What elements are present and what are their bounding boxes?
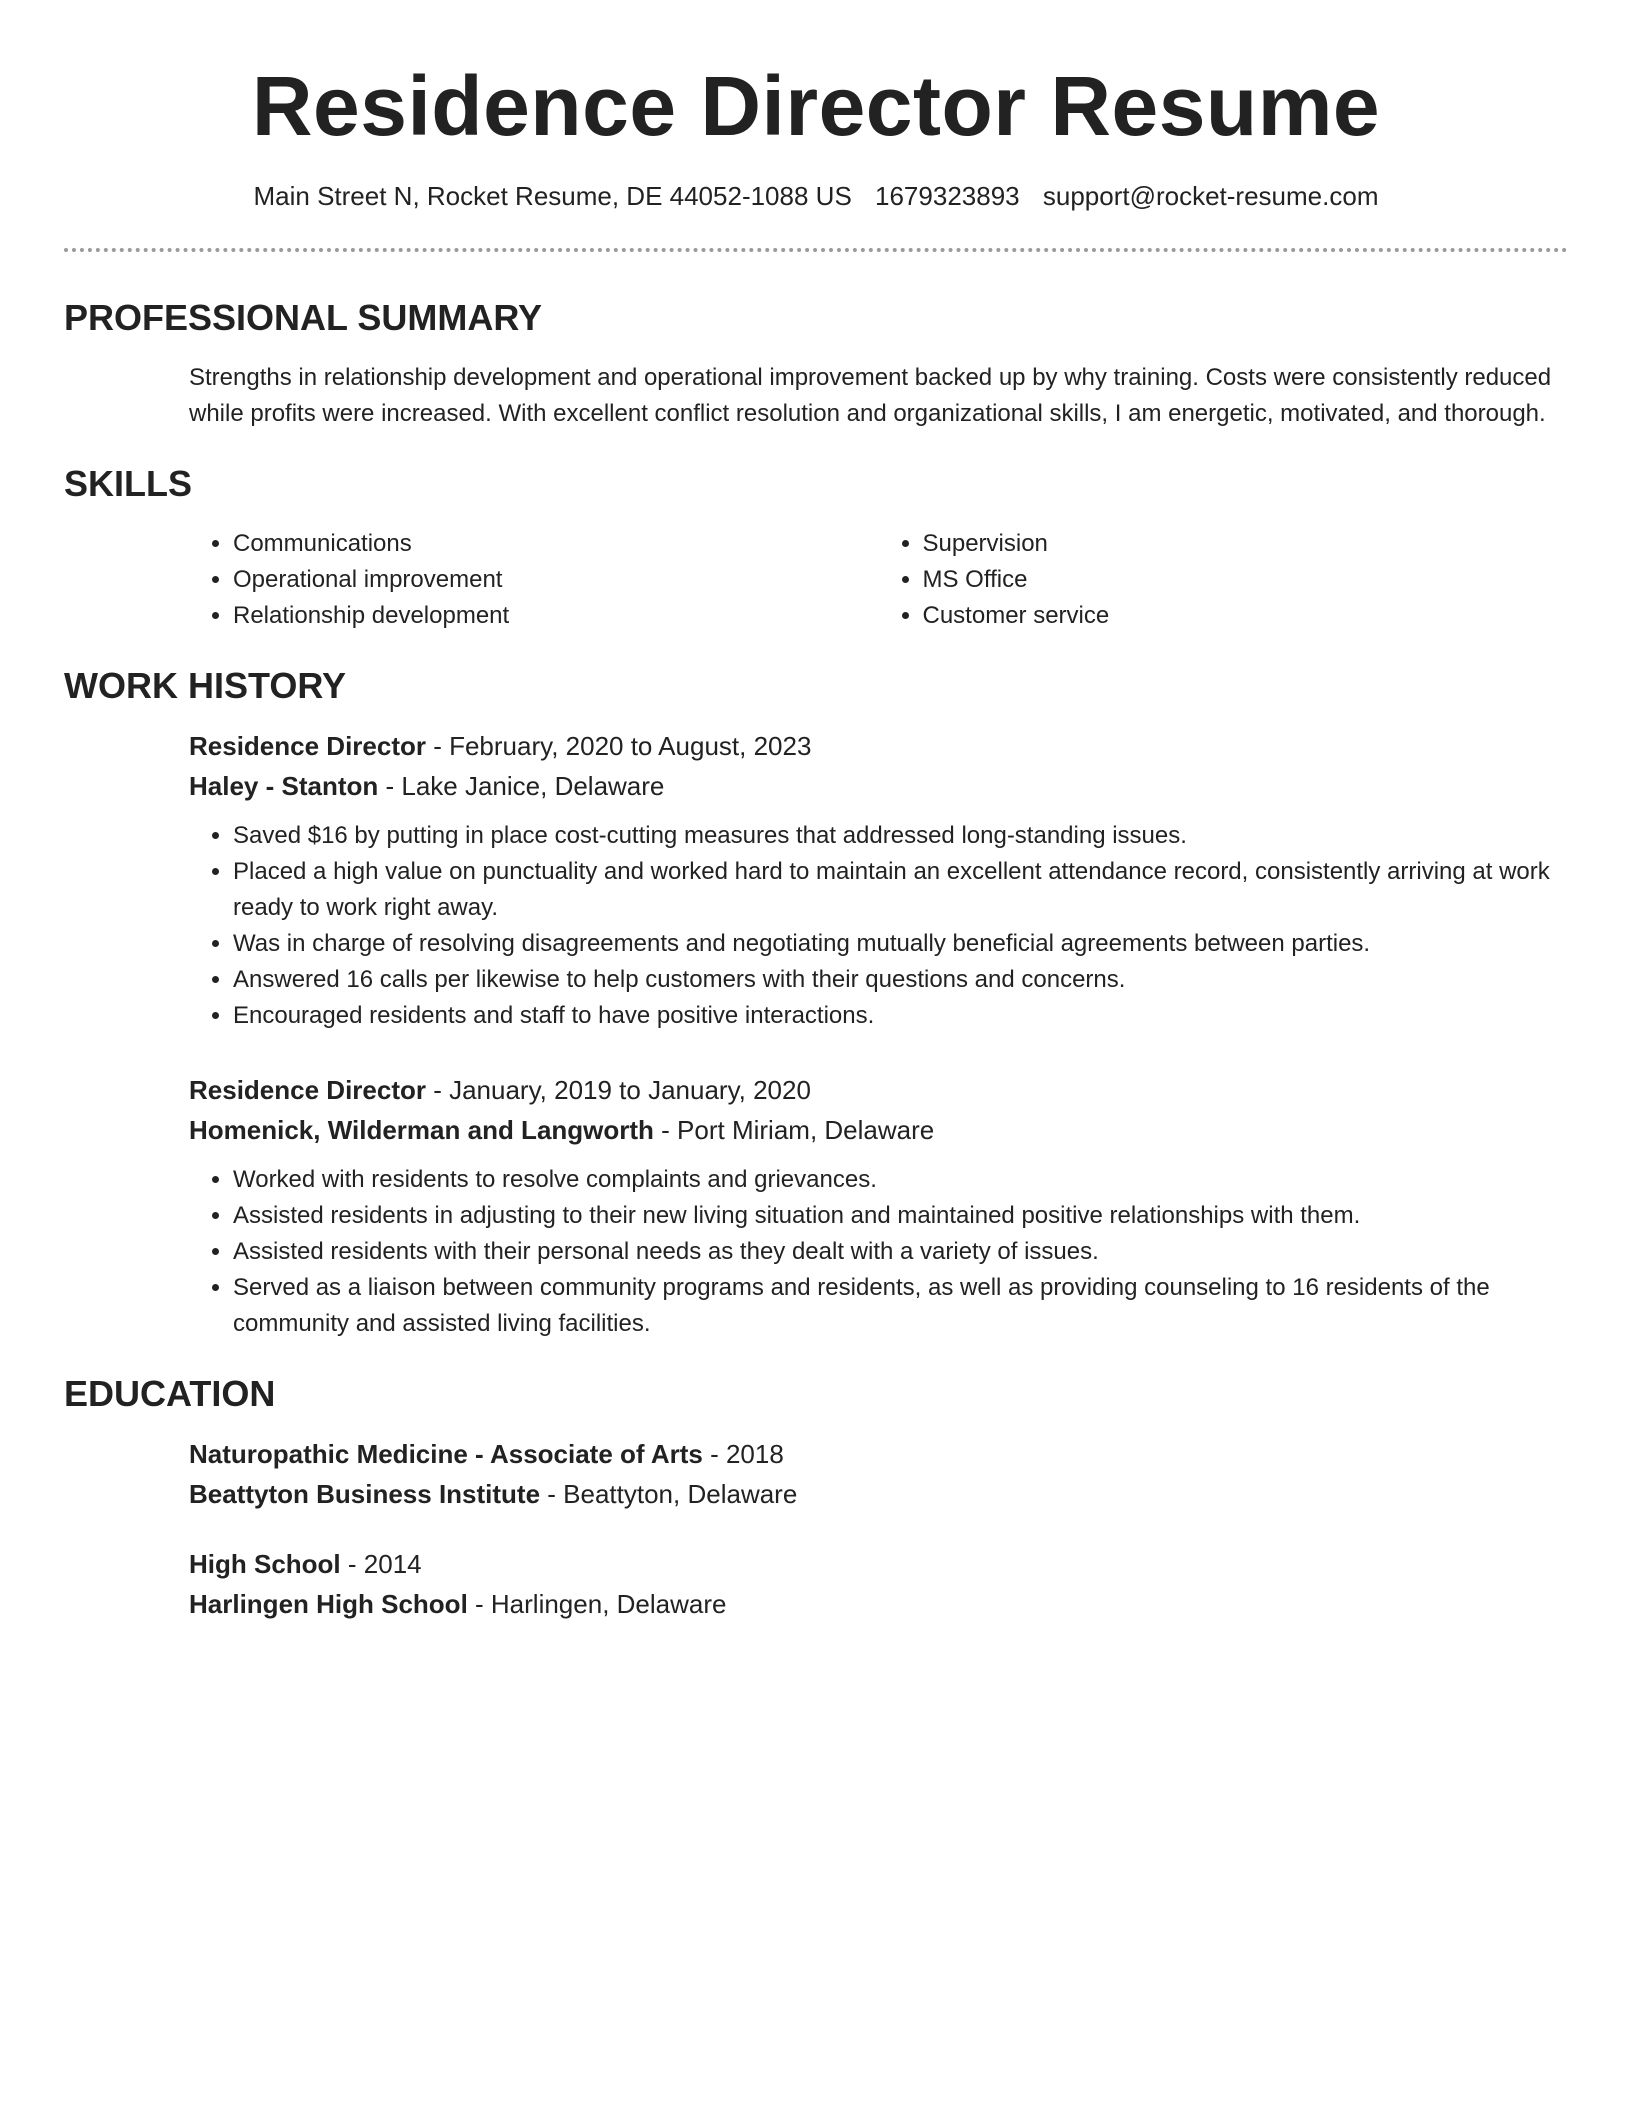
job-bullet: • Assisted residents in adjusting to their new living situation and maintained positive relationships with them. <box>233 1198 1568 1234</box>
education-entry <box>189 1434 1568 1514</box>
job-company: Homenick, Wilderman and Langworth <box>189 1115 654 1145</box>
summary-heading: PROFESSIONAL SUMMARY <box>64 297 543 338</box>
skills-section <box>64 462 1568 634</box>
skill-item: • Customer service <box>923 598 1569 634</box>
skill-item: • Supervision <box>923 526 1569 562</box>
skill-item: • Relationship development <box>233 598 879 634</box>
summary-section <box>64 296 1568 432</box>
summary-text: Strengths in relationship development and operational improvement backed up by why training. Costs were consistently reduced while profits were increased. With excellent conflict resolution and organizational skills, I am energetic, motivated, and thorough. <box>189 364 1552 427</box>
contact-phone: 1679323893 <box>875 181 1020 211</box>
education-degree-line <box>189 1544 1568 1584</box>
education-year: - 2014 <box>340 1549 422 1579</box>
skills-heading: SKILLS <box>64 463 193 504</box>
header-divider <box>64 248 1568 252</box>
work-history-heading: WORK HISTORY <box>64 665 347 706</box>
education-school-line <box>189 1474 1568 1514</box>
job-location: - Lake Janice, Delaware <box>378 771 665 801</box>
skills-column-left <box>189 526 879 634</box>
job-title: Residence Director <box>189 731 426 761</box>
skill-item: • MS Office <box>923 562 1569 598</box>
education-degree: High School <box>189 1549 341 1579</box>
contact-address: Main Street N, Rocket Resume, DE 44052-1088 US <box>253 181 852 211</box>
education-school: Harlingen High School <box>189 1589 468 1619</box>
job-company: Haley - Stanton <box>189 771 379 801</box>
job-location: - Port Miriam, Delaware <box>653 1115 935 1145</box>
education-entry <box>189 1544 1568 1624</box>
education-location: - Harlingen, Delaware <box>467 1589 727 1619</box>
education-degree: Naturopathic Medicine - Associate of Arts <box>189 1439 703 1469</box>
work-history-section <box>64 664 1568 1342</box>
job-bullet: • Placed a high value on punctuality and worked hard to maintain an excellent attendance record, consistently arriving at work ready to work right away. <box>233 854 1568 926</box>
job-bullets <box>189 818 1568 1034</box>
contact-line <box>64 178 1568 214</box>
education-year: - 2018 <box>702 1439 784 1469</box>
job-bullet: • Assisted residents with their personal needs as they dealt with a variety of issues. <box>233 1234 1568 1270</box>
skill-item: • Operational improvement <box>233 562 879 598</box>
job-title: Residence Director <box>189 1075 426 1105</box>
education-location: - Beattyton, Delaware <box>540 1479 798 1509</box>
job-bullet: • Encouraged residents and staff to have positive interactions. <box>233 998 1568 1034</box>
job-bullet: • Was in charge of resolving disagreements and negotiating mutually beneficial agreements between parties. <box>233 926 1568 962</box>
resume-page <box>64 0 1568 1624</box>
job-dates: - February, 2020 to August, 2023 <box>425 731 812 761</box>
job-entry <box>189 1070 1568 1342</box>
job-title-line <box>189 1070 1568 1110</box>
resume-title: Residence Director Resume <box>251 59 1381 153</box>
education-heading: EDUCATION <box>64 1373 276 1414</box>
education-degree-line <box>189 1434 1568 1474</box>
job-bullet: • Worked with residents to resolve complaints and grievances. <box>233 1162 1568 1198</box>
education-section <box>64 1372 1568 1624</box>
job-company-line <box>189 1110 1568 1150</box>
job-dates: - January, 2019 to January, 2020 <box>425 1075 811 1105</box>
job-bullet: • Answered 16 calls per likewise to help customers with their questions and concerns. <box>233 962 1568 998</box>
job-entry <box>189 726 1568 1034</box>
contact-email: support@rocket-resume.com <box>1042 181 1379 211</box>
job-bullet: • Served as a liaison between community programs and residents, as well as providing counseling to 16 residents of the community and assisted living facilities. <box>233 1270 1568 1342</box>
education-school-line <box>189 1584 1568 1624</box>
job-title-line <box>189 726 1568 766</box>
job-company-line <box>189 766 1568 806</box>
skills-grid <box>189 526 1568 634</box>
skills-column-right <box>879 526 1569 634</box>
job-bullets <box>189 1162 1568 1342</box>
skill-item: • Communications <box>233 526 879 562</box>
job-bullet: • Saved $16 by putting in place cost-cutting measures that addressed long-standing issues. <box>233 818 1568 854</box>
education-school: Beattyton Business Institute <box>189 1479 541 1509</box>
